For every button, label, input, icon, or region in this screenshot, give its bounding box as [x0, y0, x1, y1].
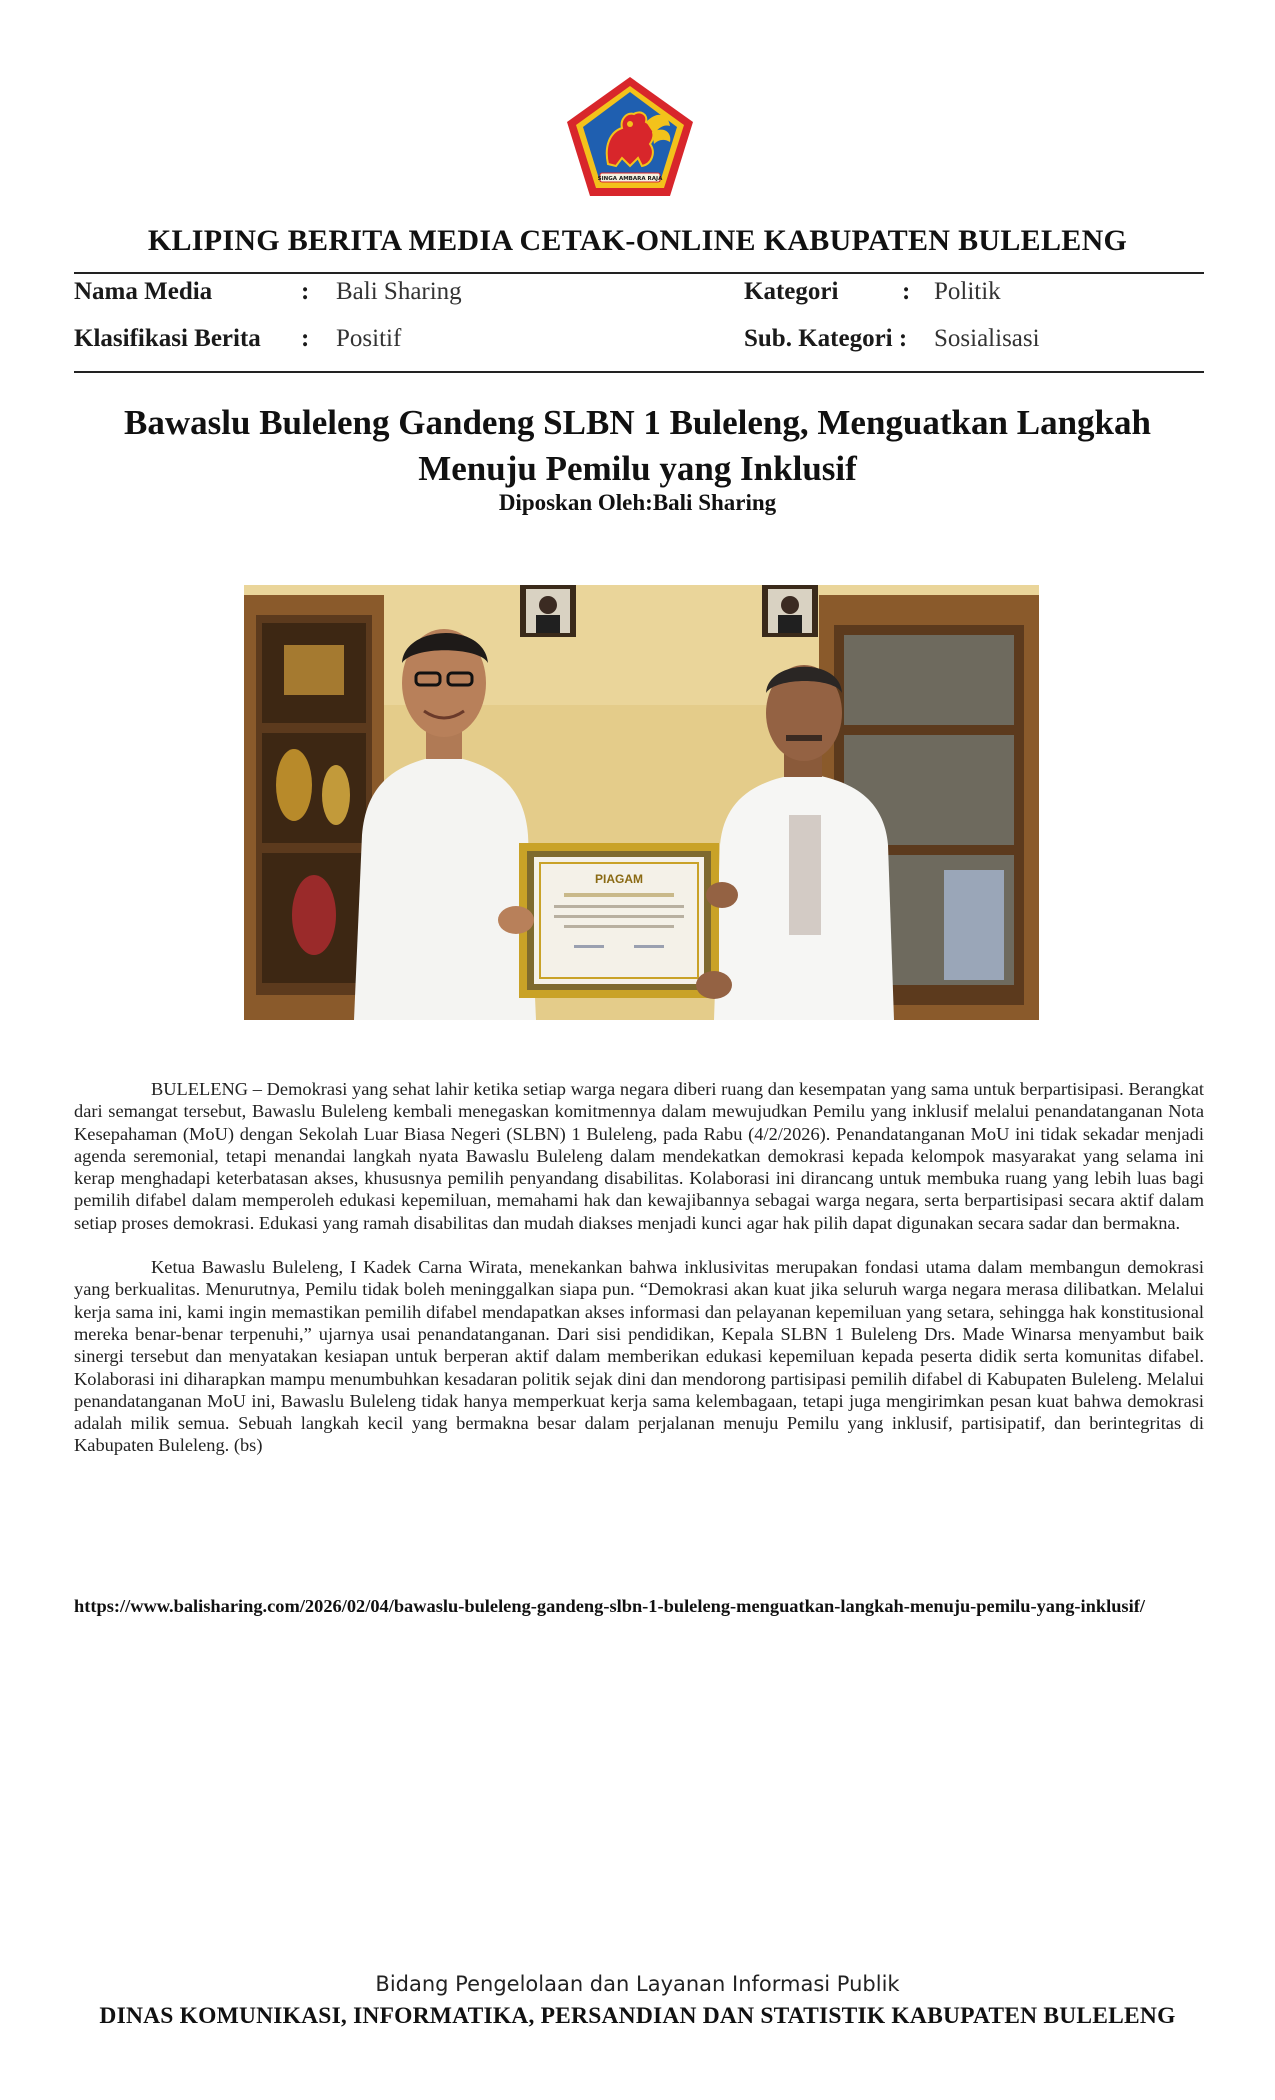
article-paragraph-2: Ketua Bawaslu Buleleng, I Kadek Carna Wirata, menekankan bahwa inklusivitas merupakan fondasi utama dalam membangun demokrasi yang berkualitas. Menurutnya, Pemilu tidak boleh meninggalkan siapa pun. “Demokrasi akan kuat jika seluruh warga negara merasa dilibatkan. Melalui kerja sama ini, kami ingin memastikan pemilih difabel mendapatkan akses informasi dan pelayanan kepemiluan yang setara, sehingga hak konstitusional mereka benar-benar terpenuhi,” ujarnya usai penandatanganan. Dari sisi pendidikan, Kepala SLBN 1 Buleleng Drs. Made Winarsa menyambut baik sinergi tersebut dan menyatakan kesiapan untuk berperan aktif dalam memberikan edukasi kepemiluan kepada peserta didik serta komunitas difabel. Kolaborasi ini diharapkan mampu menumbuhkan kesadaran politik sejak dini dan mendorong partisipasi pemilih difabel di Kabupaten Buleleng. Melalui penandatanganan MoU ini, Bawaslu Buleleng tidak hanya memperkuat kerja sama kelembagaan, tetapi juga mengirimkan pesan kuat bahwa demokrasi adalah milik semua. Sebuah langkah kecil yang bermakna besar dalam perjalanan menuju Pemilu yang inklusif, partisipatif, dan berintegritas di Kabupaten Buleleng. (bs)	[74, 1257, 1204, 1456]
article-byline: Diposkan Oleh:Bali Sharing	[498, 490, 777, 515]
subcategory-label: Sub. Kategori :	[744, 325, 908, 352]
media-value: Bali Sharing	[336, 278, 462, 305]
classification-colon: :	[301, 325, 310, 352]
meta-row-2	[74, 325, 1204, 361]
category-value: Politik	[934, 278, 1001, 305]
piagam-handover-photo	[244, 585, 1039, 1020]
footer-title: DINAS KOMUNIKASI, INFORMATIKA, PERSANDIAN DAN STATISTIK KABUPATEN BULELENG	[99, 2003, 1176, 2029]
category-label: Kategori	[744, 278, 839, 305]
classification-value: Positif	[336, 325, 402, 352]
article-title: Bawaslu Buleleng Gandeng SLBN 1 Buleleng, Menguatkan Langkah Menuju Pemilu yang Inklusif	[124, 403, 1151, 488]
logo-motto-text: SINGA AMBARA RAJA	[597, 176, 663, 182]
category-colon: :	[902, 278, 911, 305]
article-body	[74, 1078, 1204, 1479]
subcategory-value: Sosialisasi	[934, 325, 1040, 352]
meta-row-1	[74, 278, 1204, 314]
classification-label: Klasifikasi Berita	[74, 325, 261, 352]
clipping-header-title: KLIPING BERITA MEDIA CETAK-ONLINE KABUPATEN BULELENG	[147, 224, 1128, 257]
media-label: Nama Media	[74, 278, 213, 305]
media-colon: :	[301, 278, 310, 305]
footer-subtitle: Bidang Pengelolaan dan Layanan Informasi Publik	[375, 1972, 900, 1996]
divider-bottom	[74, 371, 1204, 373]
article-paragraph-1: BULELENG – Demokrasi yang sehat lahir ketika setiap warga negara diberi ruang dan kesempatan yang sama untuk berpartisipasi. Berangkat dari semangat tersebut, Bawaslu Buleleng kembali menegaskan komitmennya dalam mewujudkan Pemilu yang inklusif melalui penandatanganan Nota Kesepahaman (MoU) dengan Sekolah Luar Biasa Negeri (SLBN) 1 Buleleng, pada Rabu (4/2/2026). Penandatanganan MoU ini tidak sekadar menjadi agenda seremonial, tetapi menandai langkah nyata Bawaslu Buleleng dalam mendekatkan demokrasi kepada kelompok masyarakat yang selama ini kerap menghadapi keterbatasan akses, khususnya pemilih penyandang disabilitas. Kolaborasi ini dirancang untuk membuka ruang yang lebih luas bagi pemilih difabel dalam memperoleh edukasi kepemiluan, memahami hak dan kewajibannya sebagai warga negara, serta berpartisipasi secara aktif dalam setiap proses demokrasi. Edukasi yang ramah disabilitas dan mudah diakses menjadi kunci agar hak pilih dapat digunakan secara sadar dan bermakna.	[74, 1079, 1204, 1233]
divider-top	[74, 272, 1204, 274]
buleleng-regency-emblem-icon	[564, 74, 696, 200]
certificate-title-text: PIAGAM	[595, 872, 643, 886]
source-url-link[interactable]: https://www.balisharing.com/2026/02/04/bawaslu-buleleng-gandeng-slbn-1-buleleng-menguatkan-langkah-menuju-pemilu-yang-inklusif/	[74, 1596, 1145, 1616]
